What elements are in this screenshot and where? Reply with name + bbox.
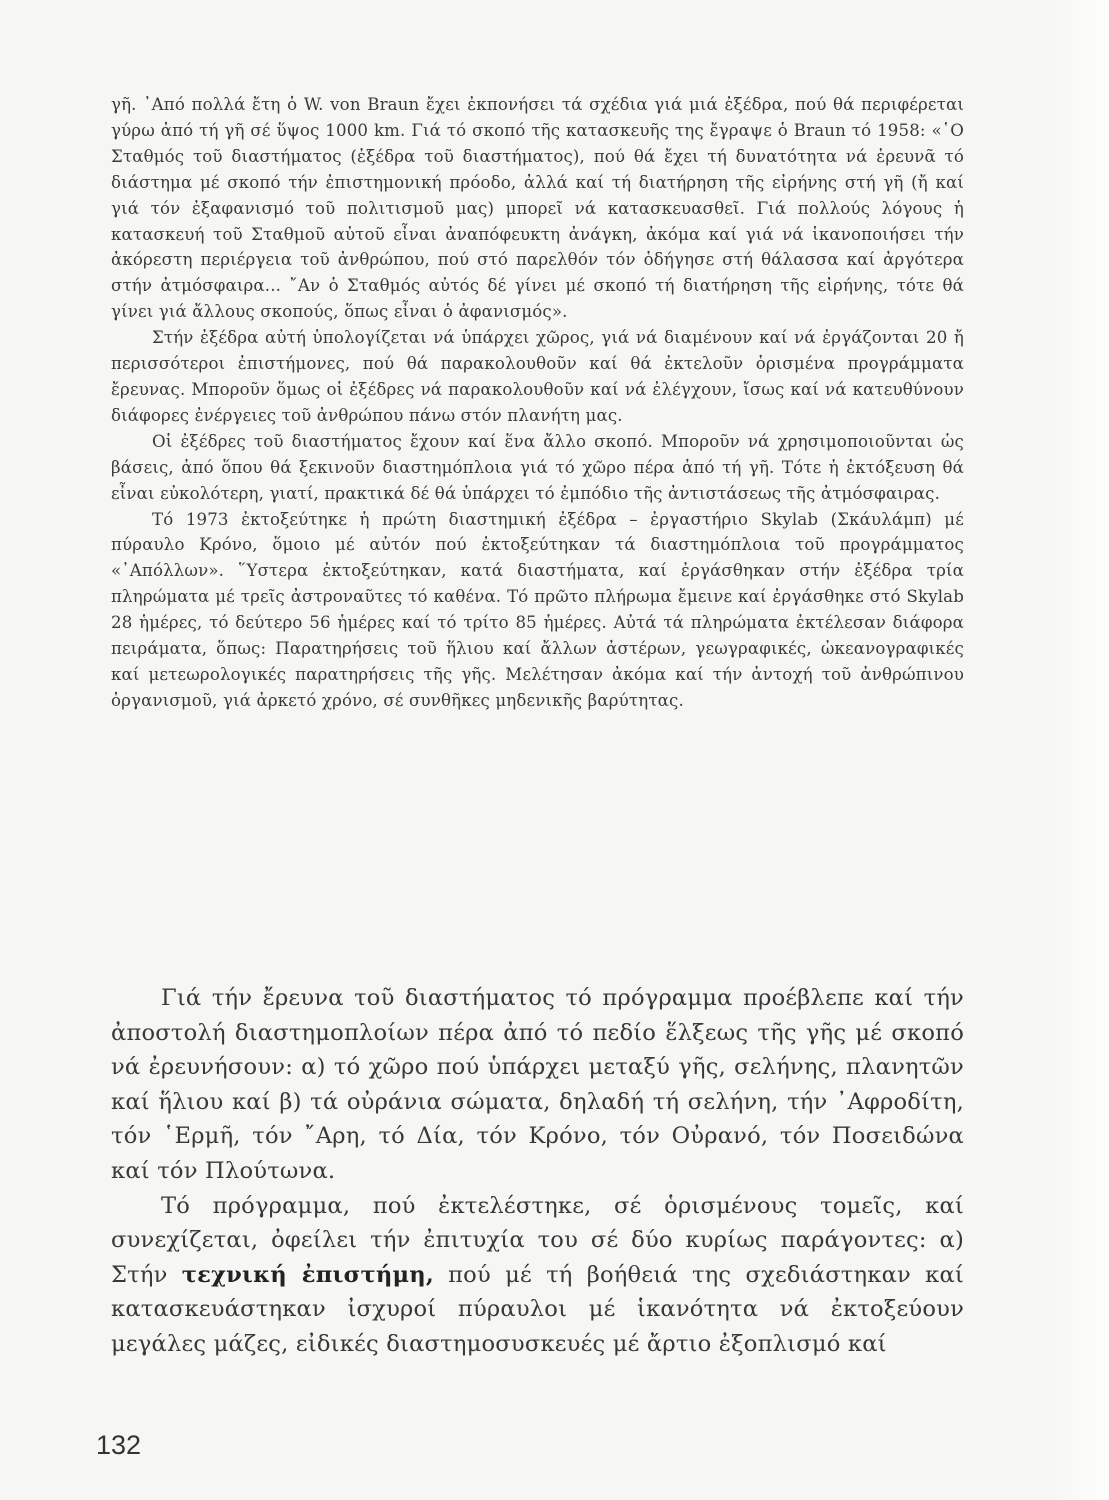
paragraph-station-crew: Στήν ἐξέδρα αὐτή ὑπολογίζεται νά ὑπάρχει χῶρος, γιά νά διαμένουν καί νά ἐργάζονται 20 ἤ περισσότεροι ἐπιστήμονες, πού θά παρακολουθοῦν καί θά ἐκτελοῦν ὁρισμένα προγράμματα ἔρευνας. Μποροῦν ὅμως οἱ ἐξέδρες νά παρακολουθοῦν καί νά ἐλέγχουν, ἴσως καί νά κατευθύνουν διάφορες ἐνέργειες τοῦ ἀνθρώπου πάνω στόν πλανήτη μας. [111, 328, 964, 425]
large-text-block [111, 981, 964, 1362]
text-after-bold: πού μέ τή βοήθειά της σχεδιάστηκαν καί κατασκευάστηκαν ἰσχυροί πύραυλοι μέ ἱκανότητα νά ἐκτοξεύουν μεγάλες μάζες, εἰδικές διαστημοσυσκευές μέ ἄρτιο ἐξοπλισμό καί [111, 1261, 964, 1357]
paragraph-skylab: Τό 1973 ἐκτοξεύτηκε ἡ πρώτη διαστημική ἐξέδρα – ἐργαστήριο Skylab (Σκάυλάμπ) μέ πύραυλο Κρόνο, ὅμοιο μέ αὐτόν πού ἐκτοξεύτηκαν τά διαστημόπλοια τοῦ προγράμματος «᾿Απόλλων». ῞Υστερα ἐκτοξεύτηκαν, κατά διαστήματα, καί ἐργάσθηκαν στήν ἐξέδρα τρία πληρώματα μέ τρεῖς ἀστροναῦτες τό καθένα. Τό πρῶτο πλήρωμα ἔμεινε καί ἐργάσθηκε στό Skylab 28 ἡμέρες, τό δεύτερο 56 ἡμέρες καί τό τρίτο 85 ἡμέρες. Αὐτά τά πληρώματα ἐκτέλεσαν διάφορα πειράματα, ὅπως: Παρατηρήσεις τοῦ ἥλιου καί ἄλλων ἀστέρων, γεωγραφικές, ὠκεανογραφικές καί μετεωρολογικές παρατηρήσεις τῆς γῆς. Μελέτησαν ἀκόμα καί τήν ἀντοχή τοῦ ἀνθρώπινου ὀργανισμοῦ, γιά ἀρκετό χρόνο, σέ συνθῆκες μηδενικῆς βαρύτητας. [111, 509, 964, 710]
page-fold-shadow [1049, 0, 1109, 1500]
text-before-bold: Τό πρόγραμμα, πού ἐκτελέστηκε, σέ ὁρισμένους τομεῖς, καί συνεχίζεται, ὀφείλει τήν ἐπιτυχία του σέ δύο κυρίως παράγοντες: α) Στήν [111, 1192, 964, 1288]
paragraph-braun-quote: γῆ. ᾿Από πολλά ἔτη ὁ W. von Braun ἔχει ἐκπονήσει τά σχέδια γιά μιά ἐξέδρα, πού θά περιφέρεται γύρω ἀπό τή γῆ σέ ὕψος 1000 km. Γιά τό σκοπό τῆς κατασκευῆς της ἔγραψε ὁ Braun τό 1958: «῾Ο Σταθμός τοῦ διαστήματος (ἐξέδρα τοῦ διαστήματος), πού θά ἔχει τή δυνατότητα νά ἐρευνᾶ τό διάστημα μέ σκοπό τήν ἐπιστημονική πρόοδο, ἀλλά καί τή διατήρηση τῆς εἰρήνης στή γῆ (ἤ καί γιά τόν ἐξαφανισμό τοῦ πολιτισμοῦ μας) μπορεῖ νά κατασκευασθεῖ. Γιά πολλούς λόγους ἡ κατασκευή τοῦ Σταθμοῦ αὐτοῦ εἶναι ἀναπόφευκτη ἀνάγκη, ἀκόμα καί γιά νά ἱκανοποιήσει τήν ἀκόρεστη περιέργεια τοῦ ἀνθρώπου, πού στό παρελθόν τόν ὁδήγησε στή θάλασσα καί ἀργότερα στήν ἀτμόσφαιρα... ῎Αν ὁ Σταθμός αὐτός δέ γίνει μέ σκοπό τή διατήρηση τῆς εἰρήνης, τότε θά γίνει γιά ἄλλους σκοπούς, ὅπως εἶναι ὁ ἀφανισμός». [111, 95, 964, 322]
small-text-block [111, 92, 964, 714]
paragraph-program-success [111, 1189, 964, 1362]
page-number: 132 [96, 1430, 142, 1460]
paragraph-space-program: Γιά τήν ἔρευνα τοῦ διαστήματος τό πρόγραμμα προέβλεπε καί τήν ἀποστολή διαστημοπλοίων πέρα ἀπό τό πεδίο ἕλξεως τῆς γῆς μέ σκοπό νά ἐρευνήσουν: α) τό χῶρο πού ὑπάρχει μεταξύ γῆς, σελήνης, πλανητῶν καί ἥλιου καί β) τά οὐράνια σώματα, δηλαδή τή σελήνη, τήν ᾿Αφροδίτη, τόν ῾Ερμῆ, τόν ῎Αρη, τό Δία, τόν Κρόνο, τόν Οὐρανό, τόν Ποσειδώνα καί τόν Πλούτωνα. [111, 985, 964, 1184]
bold-technical-science: τεχνική ἐπιστήμη, [181, 1261, 434, 1288]
paragraph-station-bases: Οἱ ἐξέδρες τοῦ διαστήματος ἔχουν καί ἕνα ἄλλο σκοπό. Μποροῦν νά χρησιμοποιοῦνται ὡς βάσεις, ἀπό ὅπου θά ξεκινοῦν διαστημόπλοια γιά τό χῶρο πέρα ἀπό τή γῆ. Τότε ἡ ἐκτόξευση θά εἶναι εὐκολότερη, γιατί, πρακτικά δέ θά ὑπάρχει τό ἐμπόδιο τῆς ἀντιστάσεως τῆς ἀτμόσφαιρας. [111, 431, 964, 503]
